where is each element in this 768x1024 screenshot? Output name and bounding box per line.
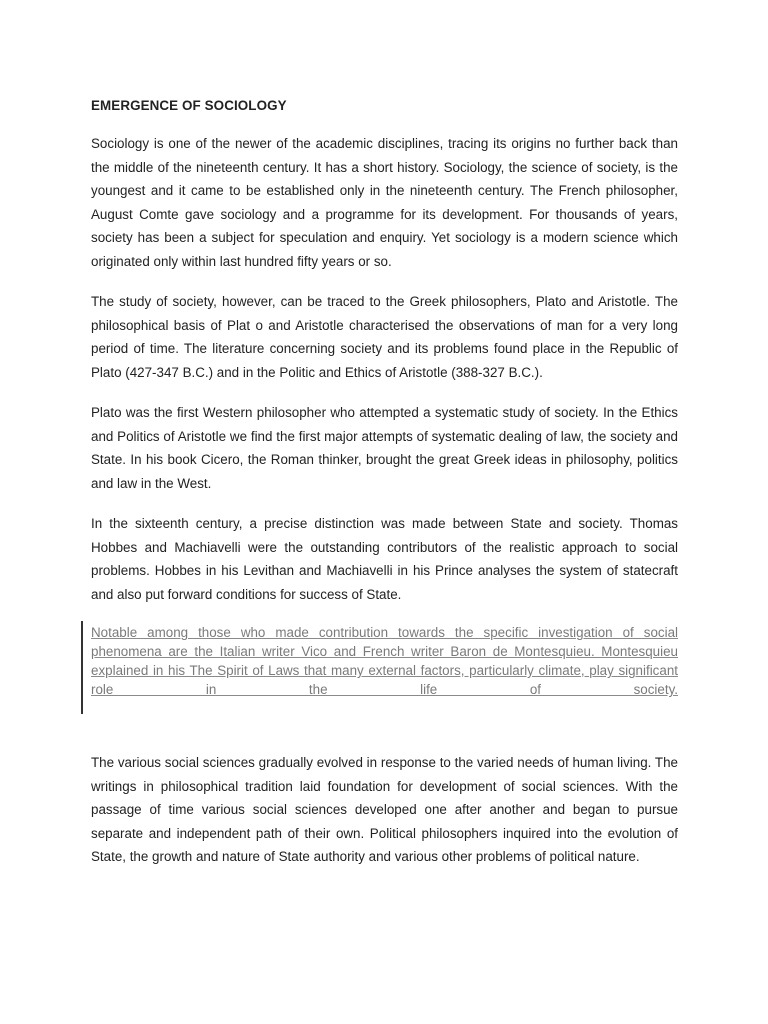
document-heading: EMERGENCE OF SOCIOLOGY [91,98,287,113]
tracked-change-block [91,623,678,699]
paragraph-sixteenth-century: In the sixteenth century, a precise distinction was made between State and society. Thomas Hobbes and Machiavelli were the outstanding contributors of the realistic approach to social problems. Hobbes in his Levithan and Machiavelli in his Prince analyses the system of statecraft and also put forward conditions for success of State. [91,516,678,602]
change-bar [81,621,83,714]
paragraph-plato-aristotle: Plato was the first Western philosopher who attempted a systematic study of society. In the Ethics and Politics of Aristotle we find the first major attempts of systematic dealing of law, the society and State. In his book Cicero, the Roman thinker, brought the great Greek ideas in philosophy, politics and law in the West. [91,405,678,491]
paragraph-origins: Sociology is one of the newer of the academic disciplines, tracing its origins no further back than the middle of the nineteenth century. It has a short history. Sociology, the science of society, is the youngest and it came to be established only in the nineteenth century. The French philosopher, August Comte gave sociology and a programme for its development. For thousands of years, society has been a subject for speculation and enquiry. Yet sociology is a modern science which originated only within last hundred fifty years or so. [91,136,678,269]
paragraph-greek-philosophers: The study of society, however, can be traced to the Greek philosophers, Plato and Aristotle. The philosophical basis of Plat o and Aristotle characterised the observations of man for a very long period of time. The literature concerning society and its problems found place in the Republic of Plato (427-347 B.C.) and in the Politic and Ethics of Aristotle (388-327 B.C.). [91,294,678,380]
document-body [91,96,678,886]
paragraph-social-sciences: The various social sciences gradually evolved in response to the varied needs of human living. The writings in philosophical tradition laid foundation for development of social sciences. With the passage of time various social sciences developed one after another and began to pursue separate and independent path of their own. Political philosophers inquired into the evolution of State, the growth and nature of State authority and various other problems of political nature. [91,755,678,864]
paragraph-vico-montesquieu-tracked[interactable]: Notable among those who made contribution towards the specific investigation of social phenomena are the Italian writer Vico and French writer Baron de Montesquieu. Montesquieu explained in his The Spirit of Laws that many external factors, particularly climate, play significant role in the life of society. [91,625,678,697]
